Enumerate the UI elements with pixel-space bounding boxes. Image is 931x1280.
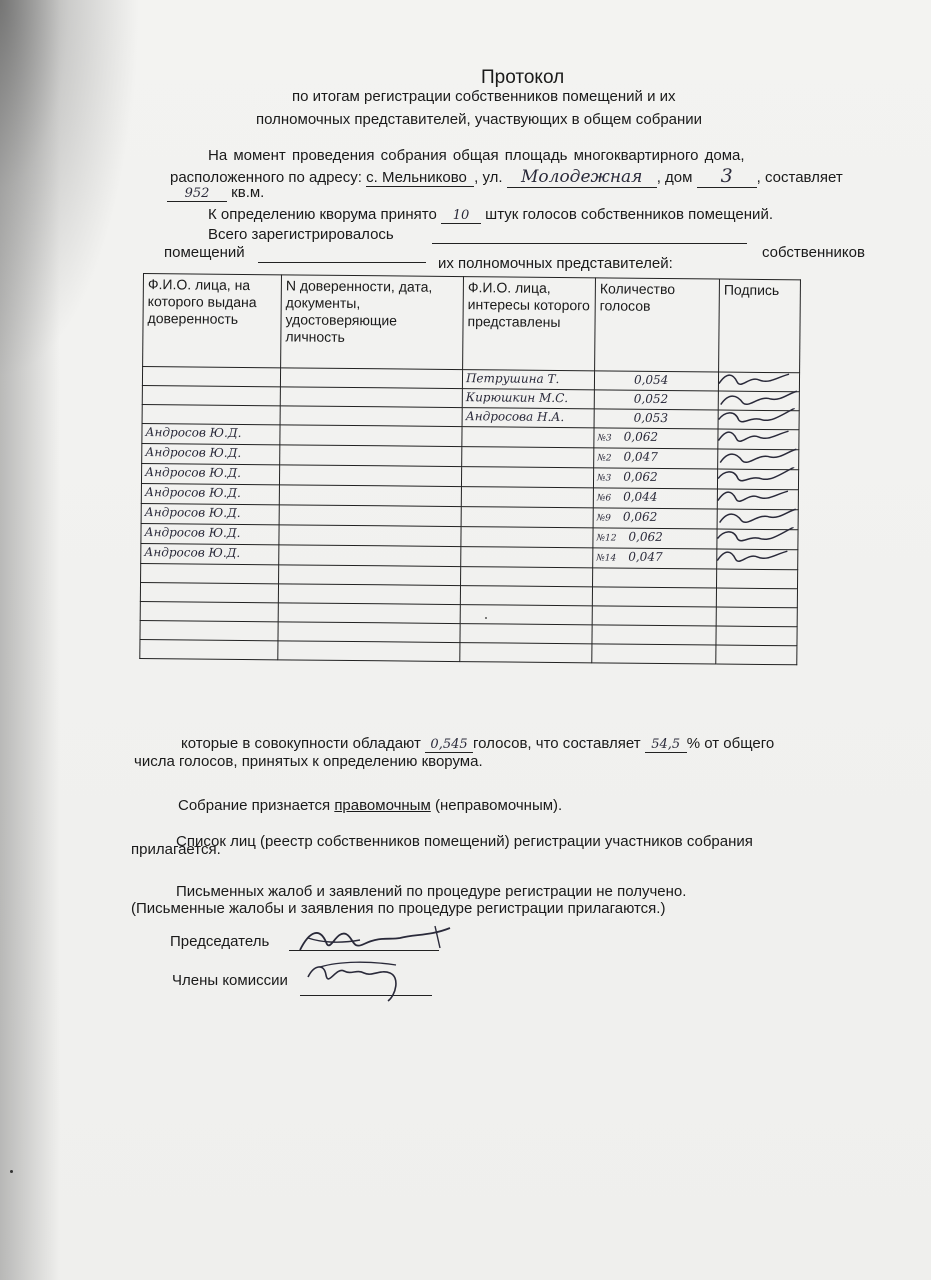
votes-value: 0,044	[623, 489, 658, 504]
represented-name-cell: Кирюшкин М.С.	[462, 389, 594, 409]
subtitle-line-1: по итогам регистрации собственников помещений и их	[292, 88, 676, 105]
address-prefix: расположенного по адресу:	[170, 169, 362, 186]
proxy-name-cell	[142, 404, 280, 424]
total-middle: голосов, что составляет	[473, 735, 641, 752]
votes-cell	[593, 488, 717, 509]
registration-table	[139, 273, 801, 665]
votes-cell	[592, 606, 716, 626]
apartment-number: №6	[596, 493, 612, 504]
represented-name-cell	[460, 605, 592, 625]
proxy-document-cell	[280, 406, 462, 427]
proxy-name-cell: Андросов Ю.Д.	[141, 543, 279, 564]
para1-line2	[170, 165, 843, 188]
area-unit: кв.м.	[231, 184, 265, 201]
signature-cell	[717, 569, 798, 589]
votes-cell	[593, 568, 717, 588]
proxy-name-cell: Андросов Ю.Д.	[141, 523, 279, 544]
signature-cell	[716, 626, 797, 646]
scan-corner-shadow	[0, 0, 140, 380]
represented-name-cell	[461, 567, 593, 587]
scan-edge-shadow	[0, 0, 60, 1280]
proxy-document-cell	[279, 465, 461, 487]
registered-reps-blank	[258, 262, 426, 263]
quorum-status-value: правомочным	[334, 797, 431, 814]
votes-value: 0,053	[633, 410, 669, 426]
votes-value: 0,062	[622, 509, 658, 524]
represented-name-cell	[461, 547, 593, 568]
line2-suffix: , составляет	[756, 169, 843, 186]
para7-line2: (Письменные жалобы и заявления по процедуре регистрации прилагаются.)	[131, 900, 666, 917]
apartment-number: №3	[597, 433, 612, 444]
proxy-document-cell	[278, 584, 460, 605]
apartment-number: №14	[596, 553, 617, 564]
header-represented-name: Ф.И.О. лица, интересы которого представлены	[463, 277, 596, 371]
table-header-row	[143, 274, 801, 373]
para3-prefix: Всего зарегистрировалось	[208, 226, 394, 243]
represented-name-cell	[460, 586, 592, 606]
proxy-name-cell	[140, 620, 278, 640]
proxy-document-cell	[279, 565, 461, 586]
votes-cell	[593, 508, 717, 529]
proxy-name-cell	[140, 582, 278, 602]
signature-cell	[716, 588, 797, 608]
registered-owners-blank	[432, 243, 747, 244]
votes-cell	[594, 371, 718, 391]
members-signature	[300, 955, 420, 1005]
street-field: Молодежная	[507, 167, 657, 188]
proxy-name-cell	[142, 385, 280, 405]
proxy-document-cell	[280, 425, 462, 447]
signature-cell	[717, 549, 798, 570]
quorum-status-suffix: (неправомочным).	[434, 797, 563, 814]
apartment-number: №3	[597, 473, 612, 484]
apartment-number: №12	[596, 533, 617, 544]
votes-value: 0,054	[633, 372, 669, 388]
votes-cell	[593, 468, 717, 489]
votes-value: 0,047	[623, 449, 658, 464]
header-votes: Количество голосов	[595, 278, 720, 372]
header-signature: Подпись	[719, 279, 801, 373]
chairman-signature	[290, 920, 455, 960]
proxy-document-cell	[278, 603, 460, 624]
votes-value: 0,052	[633, 391, 669, 407]
proxy-name-cell	[141, 563, 279, 583]
votes-value: 0,047	[628, 549, 663, 565]
apartment-number: №9	[596, 513, 611, 524]
chairman-label: Председатель	[170, 933, 270, 950]
proxy-name-cell	[140, 601, 278, 621]
percent-suffix: % от общего	[686, 735, 775, 752]
represented-name-cell	[460, 624, 592, 644]
para4-line1	[181, 735, 774, 753]
para1-line1: На момент проведения собрания общая площадь многоквартирного дома,	[208, 147, 745, 164]
quorum-suffix: штук голосов собственников помещений.	[485, 206, 773, 223]
para1-line3	[167, 184, 264, 202]
house-prefix: , дом	[656, 169, 693, 186]
proxy-name-cell: Андросов Ю.Д.	[141, 503, 279, 524]
represented-name-cell	[461, 467, 593, 488]
proxy-document-cell	[279, 525, 461, 547]
para3-line2-suffix: их полномочных представителей:	[438, 255, 673, 272]
votes-cell	[594, 448, 718, 469]
scan-speck	[485, 617, 487, 619]
represented-name-cell	[462, 447, 594, 468]
proxy-document-cell	[279, 485, 461, 507]
header-proxy-document: N доверенности, дата, документы, удостоверяющие личность	[281, 275, 464, 370]
row-signature	[713, 546, 803, 569]
para4-line2: числа голосов, принятых к определению кворума.	[134, 753, 483, 770]
proxy-name-cell	[140, 639, 278, 659]
represented-name-cell	[461, 487, 593, 508]
represented-name-cell	[462, 427, 594, 448]
proxy-name-cell: Андросов Ю.Д.	[141, 463, 279, 484]
votes-cell	[593, 528, 717, 549]
proxy-name-cell	[142, 367, 280, 387]
represented-name-cell	[461, 507, 593, 528]
percent-field: 54,5	[645, 737, 687, 753]
proxy-name-cell: Андросов Ю.Д.	[142, 423, 280, 444]
votes-cell	[593, 548, 717, 569]
document-title: Протокол	[481, 67, 565, 88]
street-prefix: , ул.	[474, 169, 503, 186]
signature-cell	[716, 607, 797, 627]
proxy-document-cell	[278, 622, 460, 643]
proxy-document-cell	[280, 387, 462, 408]
votes-cell	[592, 644, 716, 664]
quorum-status-prefix: Собрание признается	[178, 797, 331, 814]
scan-speck	[10, 1170, 13, 1173]
proxy-name-cell: Андросов Ю.Д.	[142, 443, 280, 464]
quorum-prefix: К определению кворума принято	[208, 206, 437, 223]
proxy-document-cell	[280, 368, 462, 389]
header-proxy-name: Ф.И.О. лица, на которого выдана доверенность	[143, 274, 282, 368]
para5-line	[178, 797, 562, 814]
votes-cell	[594, 409, 718, 429]
proxy-document-cell	[279, 545, 461, 567]
votes-value: 0,062	[628, 529, 663, 545]
members-label: Члены комиссии	[172, 972, 288, 989]
votes-value: 0,062	[623, 469, 658, 484]
represented-name-cell: Андросова Н.А.	[462, 408, 594, 428]
votes-cell	[592, 587, 716, 607]
votes-cell	[594, 390, 718, 410]
votes-value: 0,062	[623, 429, 659, 444]
apartment-number: №2	[597, 453, 612, 464]
house-field: 3	[697, 165, 757, 188]
village-field: с. Мельниково	[366, 169, 474, 187]
para6-line1: Список лиц (реестр собственников помещений) регистрации участников собрания	[176, 833, 753, 850]
total-votes-field: 0,545	[425, 737, 473, 753]
para3-suffix: собственников	[762, 244, 865, 261]
votes-cell	[592, 625, 716, 645]
votes-cell	[594, 428, 718, 449]
para2-line	[208, 206, 773, 224]
quorum-votes-field: 10	[441, 208, 481, 224]
subtitle-line-2: полномочных представителей, участвующих в общем собрании	[256, 111, 703, 128]
represented-name-cell: Петрушина Т.	[462, 370, 594, 390]
proxy-document-cell	[280, 445, 462, 467]
area-field: 952	[167, 186, 227, 202]
para7-line1: Письменных жалоб и заявлений по процедуре регистрации не получено.	[176, 883, 687, 900]
para6-line2: прилагается.	[131, 841, 221, 858]
para3-line2-prefix: помещений	[164, 244, 245, 261]
proxy-document-cell	[279, 505, 461, 527]
represented-name-cell	[460, 643, 592, 663]
represented-name-cell	[461, 527, 593, 548]
signature-cell	[716, 645, 797, 665]
total-prefix: которые в совокупности обладают	[181, 735, 421, 752]
proxy-name-cell: Андросов Ю.Д.	[141, 483, 279, 504]
proxy-document-cell	[278, 641, 460, 662]
